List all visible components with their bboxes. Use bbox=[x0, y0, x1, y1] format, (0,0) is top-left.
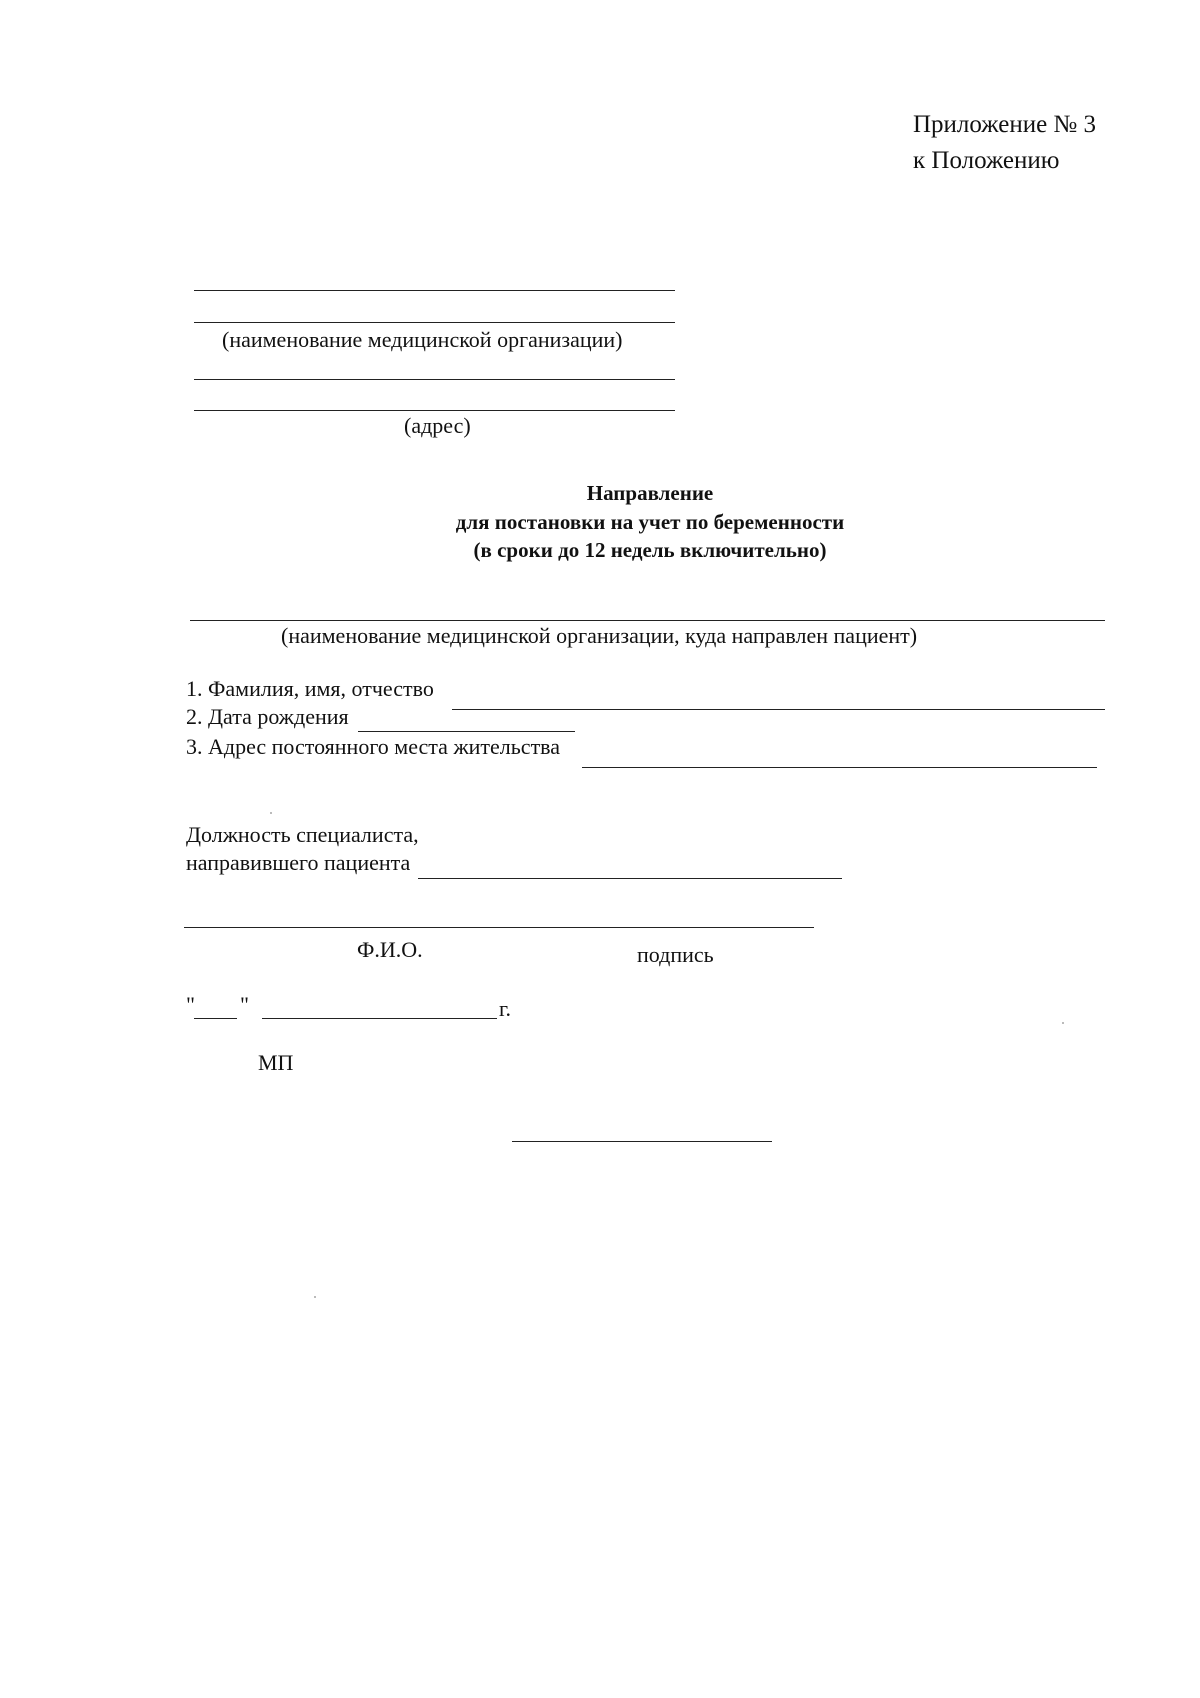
sender-address-caption: (адрес) bbox=[404, 413, 471, 438]
recipient-org-caption: (наименование медицинской организации, куда направлен пациент) bbox=[281, 623, 918, 648]
residence-address-field[interactable] bbox=[582, 767, 1097, 768]
stamp-label: МП bbox=[258, 1050, 294, 1075]
sender-org-line-2 bbox=[194, 322, 675, 323]
specialist-position-label-2: направившего пациента bbox=[186, 850, 411, 875]
residence-address-label: 3. Адрес постоянного места жительства bbox=[186, 734, 561, 759]
scan-speck bbox=[314, 1296, 316, 1298]
date-day-field[interactable] bbox=[194, 1018, 237, 1019]
document-term-note: (в сроки до 12 недель включительно) bbox=[473, 538, 827, 562]
document-subtitle: для постановки на учет по беременности bbox=[455, 510, 845, 534]
document-title: Направление bbox=[586, 481, 714, 505]
appendix-reference: к Положению bbox=[913, 147, 1060, 174]
birth-date-field[interactable] bbox=[358, 731, 575, 732]
date-month-field[interactable] bbox=[262, 1018, 497, 1019]
scan-speck bbox=[270, 812, 272, 814]
sender-org-line-1 bbox=[194, 290, 675, 291]
bottom-signature-line bbox=[512, 1141, 772, 1142]
scan-speck bbox=[1062, 1022, 1064, 1024]
date-open-quote: " bbox=[186, 992, 195, 1017]
fio-caption: Ф.И.О. bbox=[357, 937, 423, 962]
recipient-org-line bbox=[190, 620, 1105, 621]
sender-org-caption: (наименование медицинской организации) bbox=[222, 327, 623, 352]
date-year-suffix: г. bbox=[499, 996, 512, 1021]
sender-address-line-1 bbox=[194, 379, 675, 380]
birth-date-label: 2. Дата рождения bbox=[186, 704, 349, 729]
full-name-label: 1. Фамилия, имя, отчество bbox=[186, 676, 434, 701]
signature-caption: подпись bbox=[637, 942, 714, 967]
sender-address-line-2 bbox=[194, 410, 675, 411]
fio-signature-line[interactable] bbox=[184, 927, 814, 928]
appendix-number: Приложение № 3 bbox=[913, 111, 1097, 138]
specialist-position-label: Должность специалиста, bbox=[186, 822, 419, 847]
full-name-field[interactable] bbox=[452, 709, 1105, 710]
specialist-position-field[interactable] bbox=[418, 878, 842, 879]
date-close-quote: " bbox=[240, 992, 249, 1017]
